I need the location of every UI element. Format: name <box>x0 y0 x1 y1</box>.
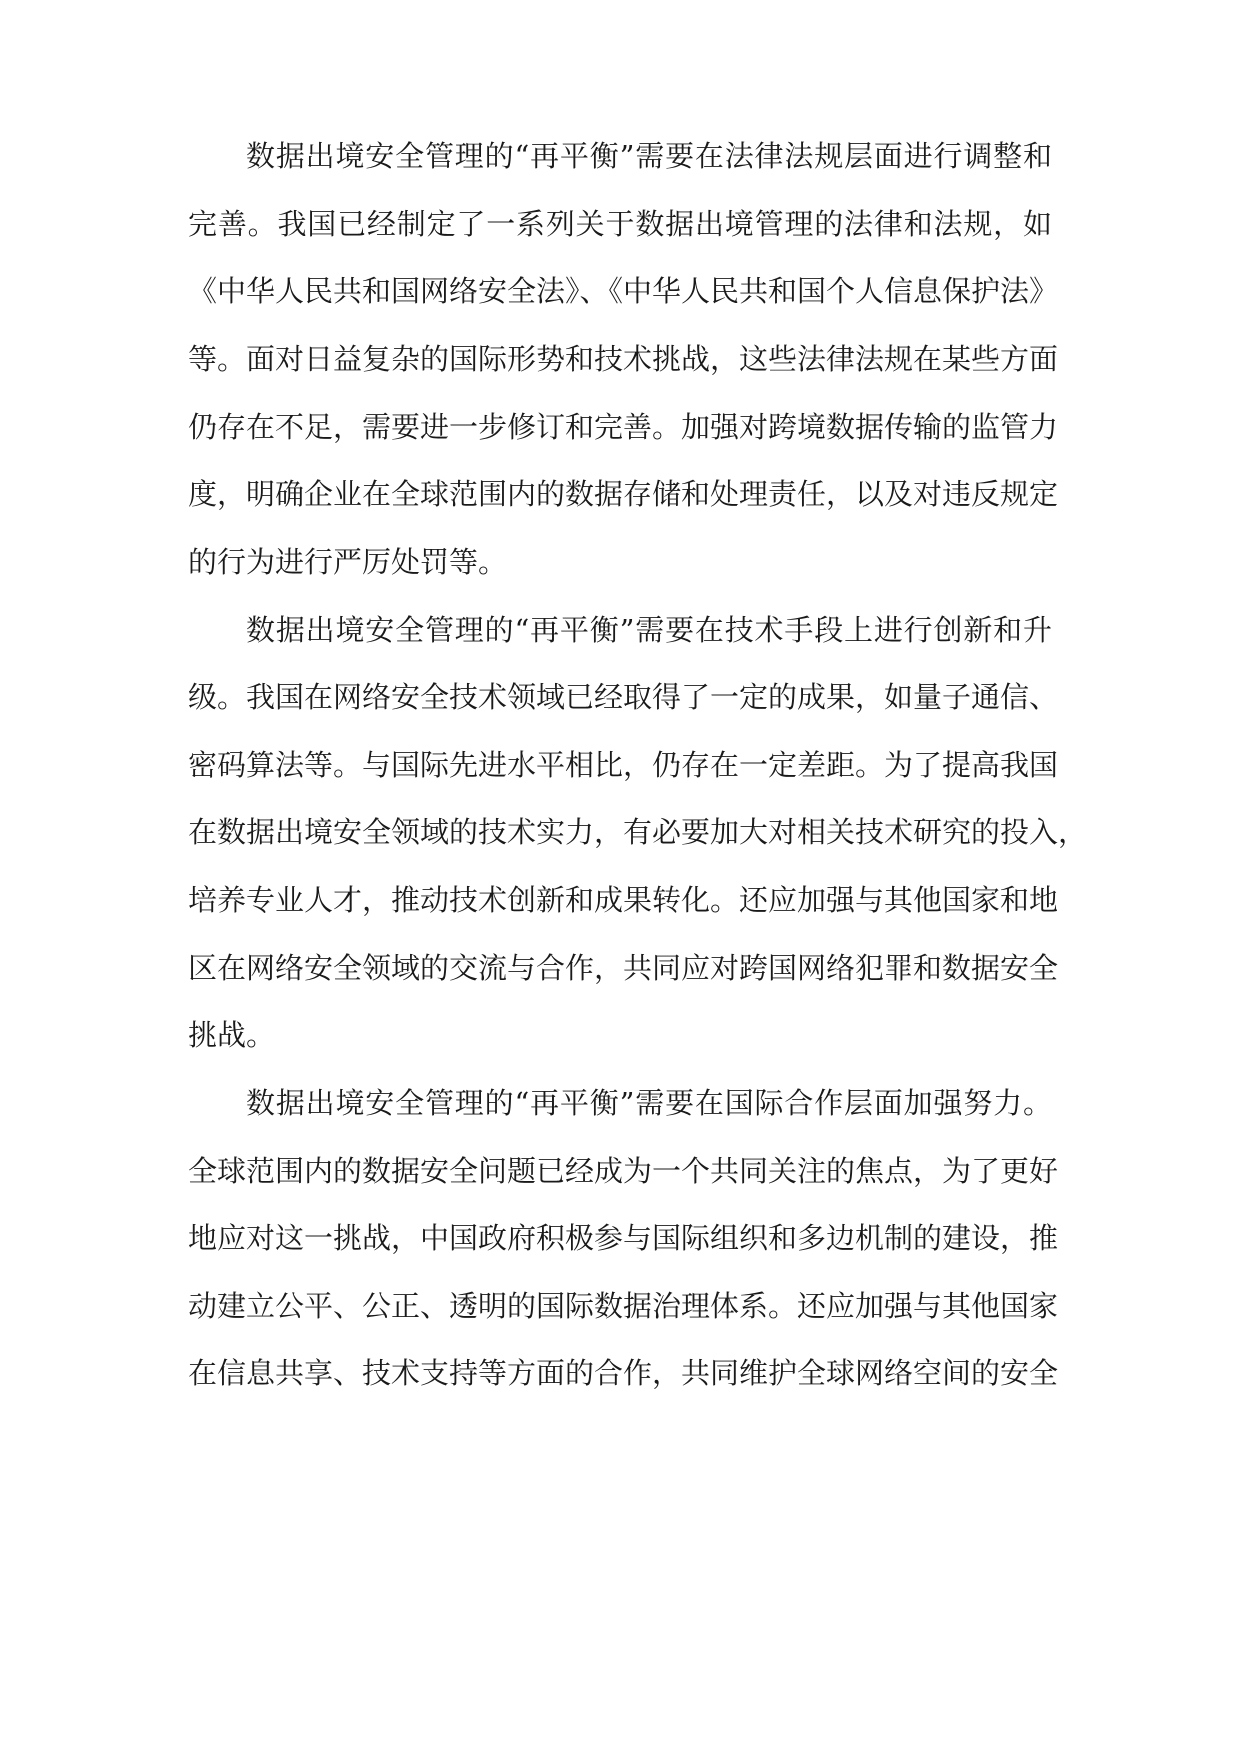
text-line: 区在网络安全领域的交流与合作，共同应对跨国网络犯罪和数据安全 <box>188 951 1059 985</box>
text-line: 完善。我国已经制定了一系列关于数据出境管理的法律和法规，如 <box>188 207 1052 241</box>
text-line: 仍存在不足，需要进一步修订和完善。加强对跨境数据传输的监管力 <box>188 410 1059 444</box>
text-line: 在数据出境安全领域的技术实力，有必要加大对相关技术研究的投入， <box>188 815 1088 849</box>
text-line: 地应对这一挑战，中国政府积极参与国际组织和多边机制的建设，推 <box>188 1221 1059 1255</box>
text-line: 级。我国在网络安全技术领域已经取得了一定的成果，如量子通信、 <box>188 680 1059 714</box>
text-line: 数据出境安全管理的“再平衡”需要在国际合作层面加强努力。 <box>246 1086 1052 1120</box>
text-line: 的行为进行严厉处罚等。 <box>188 545 508 579</box>
text-line: 培养专业人才，推动技术创新和成果转化。还应加强与其他国家和地 <box>188 883 1059 917</box>
text-line: 度，明确企业在全球范围内的数据存储和处理责任，以及对违反规定 <box>188 477 1059 511</box>
text-line: 《中华人民共和国网络安全法》、《中华人民共和国个人信息保护法》 <box>188 274 1059 308</box>
text-line: 挑战。 <box>188 1018 276 1052</box>
text-line: 等。面对日益复杂的国际形势和技术挑战，这些法律法规在某些方面 <box>188 342 1059 376</box>
text-line: 密码算法等。与国际先进水平相比，仍存在一定差距。为了提高我国 <box>188 748 1059 782</box>
text-line: 在信息共享、技术支持等方面的合作，共同维护全球网络空间的安全 <box>188 1356 1059 1390</box>
text-line: 动建立公平、公正、透明的国际数据治理体系。还应加强与其他国家 <box>188 1289 1059 1323</box>
text-line: 数据出境安全管理的“再平衡”需要在技术手段上进行创新和升 <box>246 613 1052 647</box>
text-line: 数据出境安全管理的“再平衡”需要在法律法规层面进行调整和 <box>246 139 1052 173</box>
text-line: 全球范围内的数据安全问题已经成为一个共同关注的焦点，为了更好 <box>188 1154 1059 1188</box>
